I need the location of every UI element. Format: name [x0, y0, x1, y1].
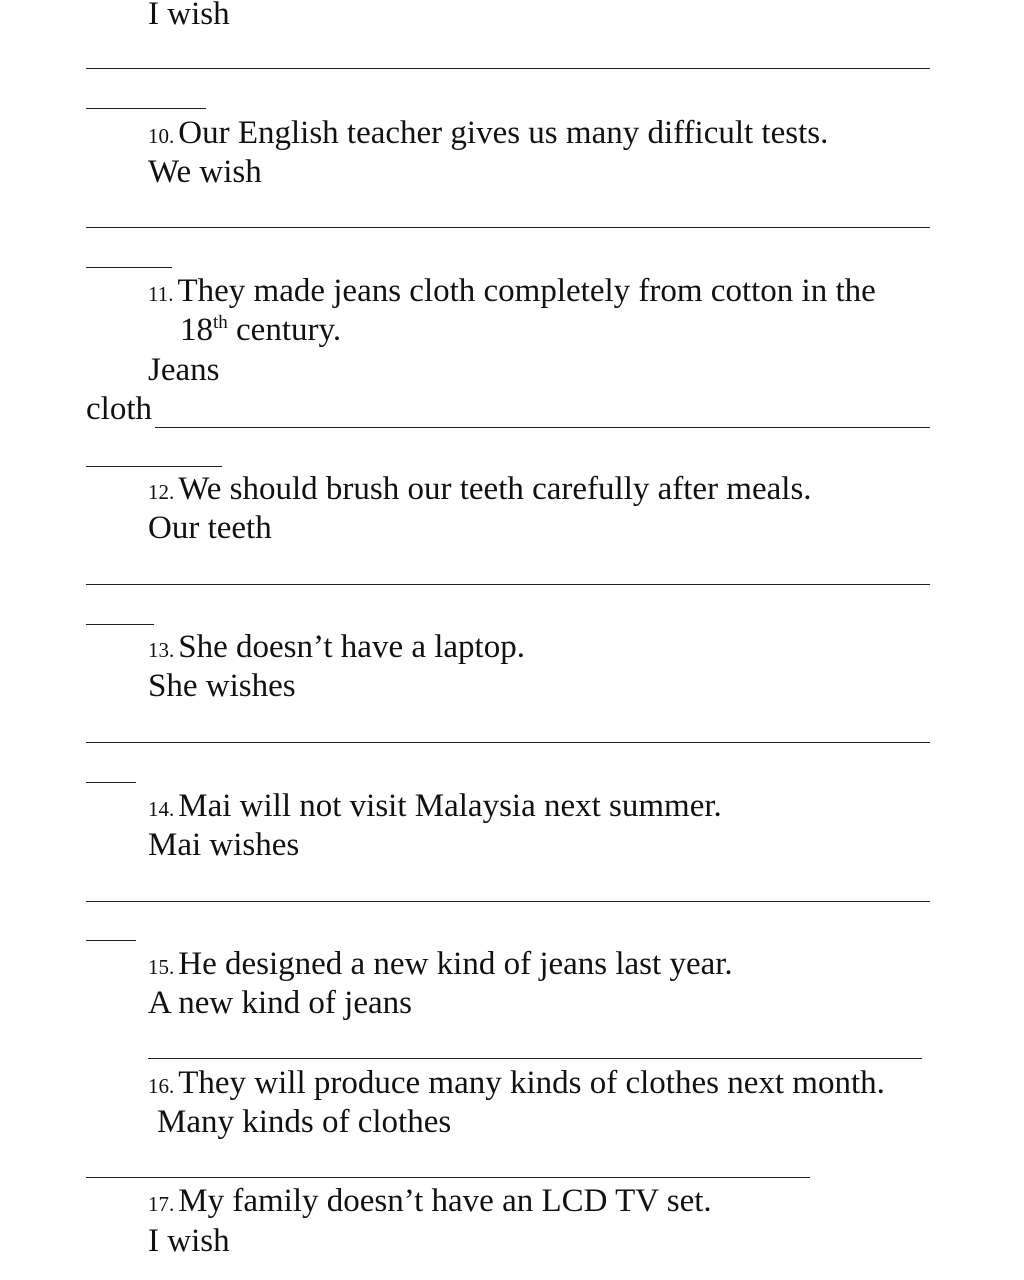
question-sentence: They will produce many kinds of clothes next month.: [178, 1065, 885, 1101]
question-14: [148, 786, 722, 829]
answer-line-10-cont[interactable]: [86, 267, 172, 268]
question-sentence: We should brush our teeth carefully after meals.: [178, 471, 812, 507]
question-sentence: She doesn’t have a laptop.: [178, 629, 525, 665]
question-sentence: They made jeans cloth completely from cotton in the: [177, 273, 876, 309]
question-number: 10.: [148, 124, 175, 148]
prompt-11-cont: cloth: [86, 391, 152, 427]
answer-line-9[interactable]: [86, 68, 930, 69]
question-11: [148, 271, 876, 314]
answer-line-15[interactable]: [148, 1058, 922, 1059]
prompt-16: Many kinds of clothes: [157, 1104, 452, 1140]
answer-line-9-cont[interactable]: [86, 108, 206, 109]
question-12: [148, 469, 812, 512]
question-11-cont: 18th century.: [180, 312, 342, 348]
prompt-13: She wishes: [148, 668, 296, 704]
answer-line-12[interactable]: [86, 584, 930, 585]
prompt-14: Mai wishes: [148, 827, 300, 863]
prompt-11: Jeans: [148, 352, 220, 388]
question-15: [148, 944, 733, 987]
prompt-10: We wish: [148, 154, 262, 190]
answer-line-12-cont[interactable]: [86, 624, 154, 625]
question-sentence: Mai will not visit Malaysia next summer.: [178, 788, 722, 824]
question-13: [148, 627, 525, 670]
answer-line-11-cont[interactable]: [86, 466, 222, 467]
prompt-17: I wish: [148, 1223, 230, 1259]
question-sentence: My family doesn’t have an LCD TV set.: [178, 1183, 712, 1219]
question-number: 13.: [148, 638, 175, 662]
answer-line-16[interactable]: [86, 1177, 810, 1178]
question-10: [148, 113, 828, 156]
question-sentence: He designed a new kind of jeans last year.: [178, 946, 733, 982]
question-number: 11.: [148, 282, 174, 306]
question-17: [148, 1181, 712, 1224]
prompt-9: I wish: [148, 0, 230, 32]
question-16: [148, 1063, 885, 1106]
question-number: 12.: [148, 480, 175, 504]
answer-line-11[interactable]: [155, 427, 930, 428]
question-number: 16.: [148, 1074, 175, 1098]
answer-line-13-cont[interactable]: [86, 782, 136, 783]
answer-line-10[interactable]: [86, 227, 930, 228]
answer-line-13[interactable]: [86, 742, 930, 743]
prompt-15: A new kind of jeans: [148, 985, 412, 1021]
question-sentence: Our English teacher gives us many difficult tests.: [178, 115, 829, 151]
answer-line-14-cont[interactable]: [86, 940, 136, 941]
prompt-12: Our teeth: [148, 510, 272, 546]
question-number: 15.: [148, 955, 175, 979]
question-number: 17.: [148, 1192, 175, 1216]
question-number: 14.: [148, 797, 175, 821]
answer-line-14[interactable]: [86, 901, 930, 902]
